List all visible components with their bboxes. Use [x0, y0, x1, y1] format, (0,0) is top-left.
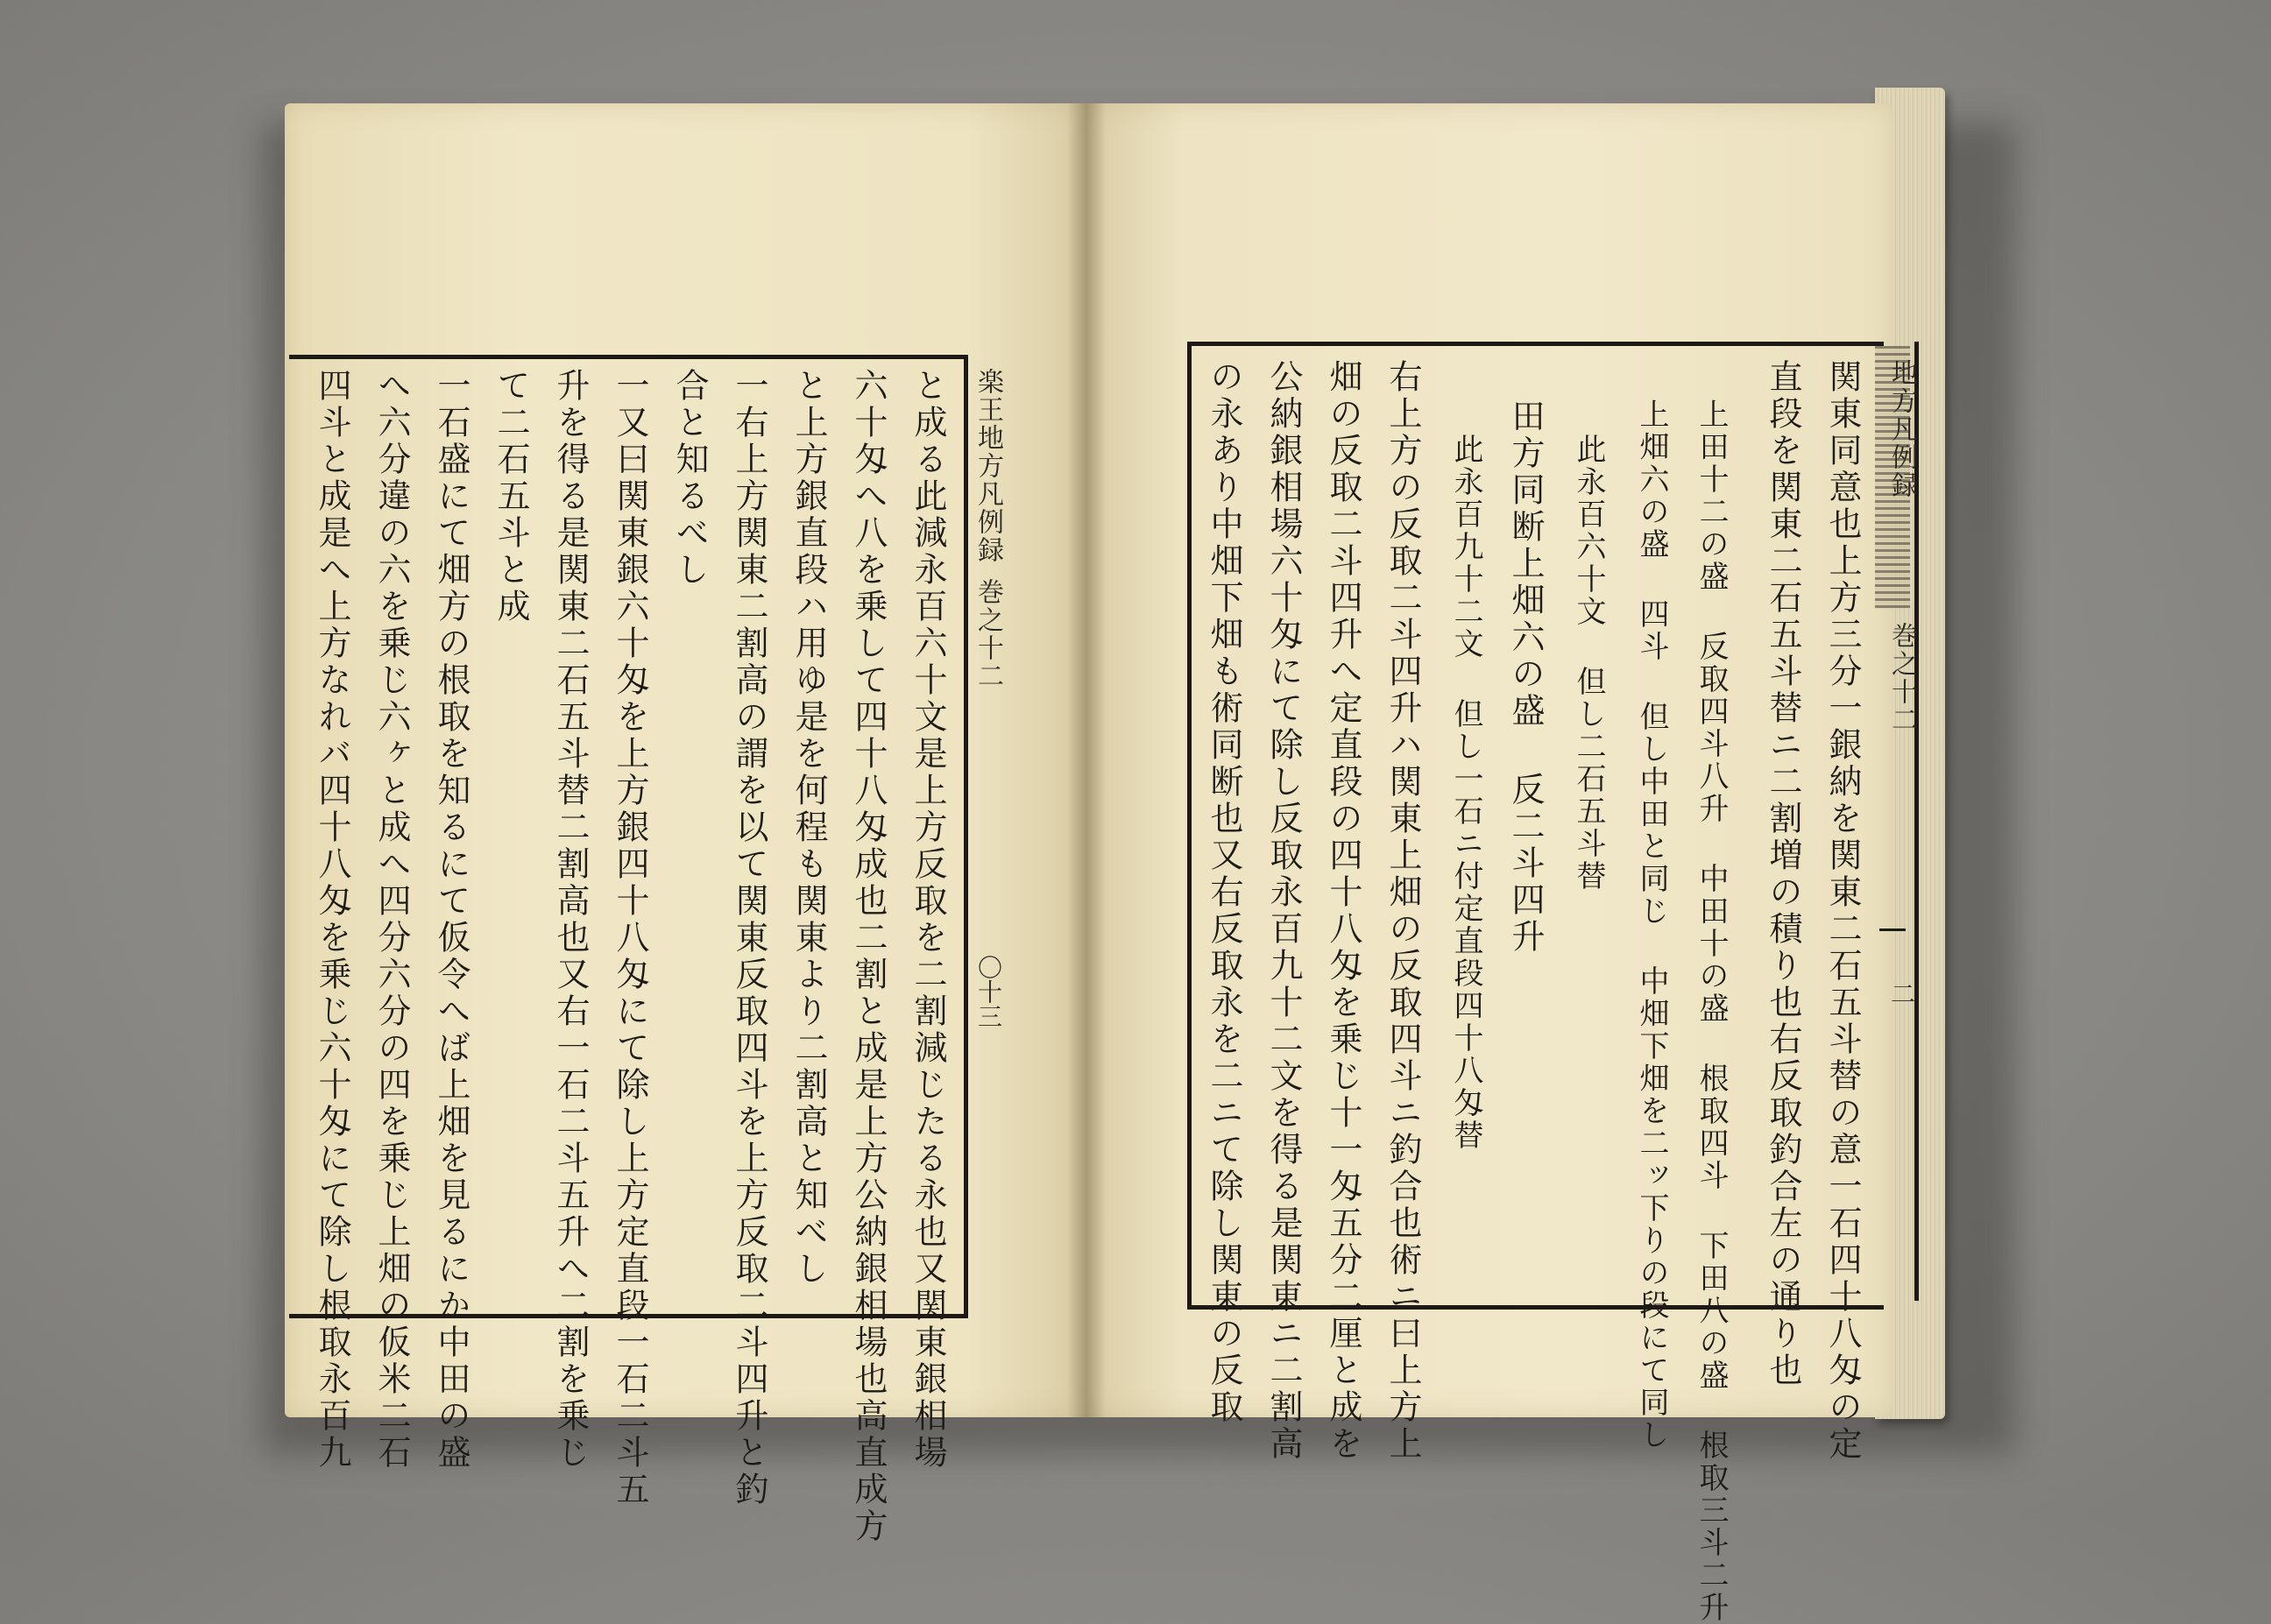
left-column-6: 一又曰関東銀六十匁を上方銀四十八匁にて除し上方定直段一石二斗五 — [611, 368, 649, 1508]
left-margin-volume: 巻之十二 — [973, 578, 1003, 690]
left-column-4: 一右上方関東二割高の謂を以て関東反取四斗を上方反取二斗四升と釣 — [730, 368, 768, 1508]
right-column-11: の永あり中畑下畑も術同断也又右反取永を二ニて除し関東の反取 — [1205, 359, 1243, 1426]
left-column-1: と成る此減永百六十文是上方反取を二割減じたる永也又関東銀相場 — [909, 368, 947, 1472]
left-column-5: 合と知るべし — [670, 368, 709, 589]
left-column-11: 四斗と成是へ上方なれバ四十八匁を乗じ六十匁にて除し根取永百九 — [313, 368, 351, 1472]
left-page-number: 〇十三 — [974, 955, 1003, 1028]
right-column-5: 此永百六十文 但し二石五斗替 — [1571, 434, 1606, 893]
left-column-2: 六十匁へ八を乗して四十八匁成也二割と成是上方公納銀相場也高直成方 — [849, 368, 888, 1545]
fold-mark — [1879, 929, 1906, 931]
left-column-8: て二石五斗と成 — [492, 368, 530, 625]
right-column-1: 関東同意也上方三分一銀納を関東二石五斗替の意一石四十八匁の定 — [1823, 359, 1862, 1463]
right-column-2: 直段を関東二石五斗替ニ二割増の積り也右反取釣合左の通り也 — [1764, 359, 1802, 1389]
left-column-10: へ六分違の六を乗じ六ヶと成へ四分六分の四を乗じ上畑の仮米二石 — [372, 368, 411, 1472]
right-margin-volume: 巻之十二 — [1886, 622, 1917, 734]
right-column-9: 畑の反取二斗四升へ定直段の四十八匁を乗じ十一匁五分二厘と成を — [1324, 359, 1362, 1463]
right-column-3: 上田十二の盛 反取四斗八升 中田十の盛 根取四斗 下田八の盛 根取三斗二升 — [1694, 399, 1729, 1624]
left-column-3: と上方銀直段ハ用ゆ是を何程も関東より二割高と知べし — [789, 368, 828, 1288]
left-column-7: 升を得る是関東二石五斗替二割高也又右一石二斗五升へ二割を乗じ — [551, 368, 590, 1472]
right-column-10: 公納銀相場六十匁にて除し反取永百九十二文を得る是関東ニ二割高 — [1264, 359, 1303, 1463]
right-column-6: 田方同断上畑六の盛 反二斗四升 — [1506, 399, 1545, 956]
right-column-8: 右上方の反取二斗四升ハ関東上畑の反取四斗ニ釣合也術ニ曰上方上 — [1383, 359, 1422, 1463]
right-margin-title: 地方凡例録 — [1886, 359, 1917, 499]
left-column-9: 一石盛にて畑方の根取を知るにて仮令へば上畑を見るにか中田の盛 — [432, 368, 470, 1472]
right-column-4: 上畑六の盛 四斗 但し中田と同じ 中畑下畑を二ッ下りの段にて同し — [1634, 399, 1669, 1451]
right-page-number: 二 — [1887, 981, 1916, 1006]
left-margin-title: 楽王地方凡例録 — [973, 368, 1003, 564]
right-column-7: 此永百九十二文 但し一石ニ付定直段四十八匁替 — [1448, 434, 1483, 1152]
book-gutter — [1067, 103, 1106, 1417]
